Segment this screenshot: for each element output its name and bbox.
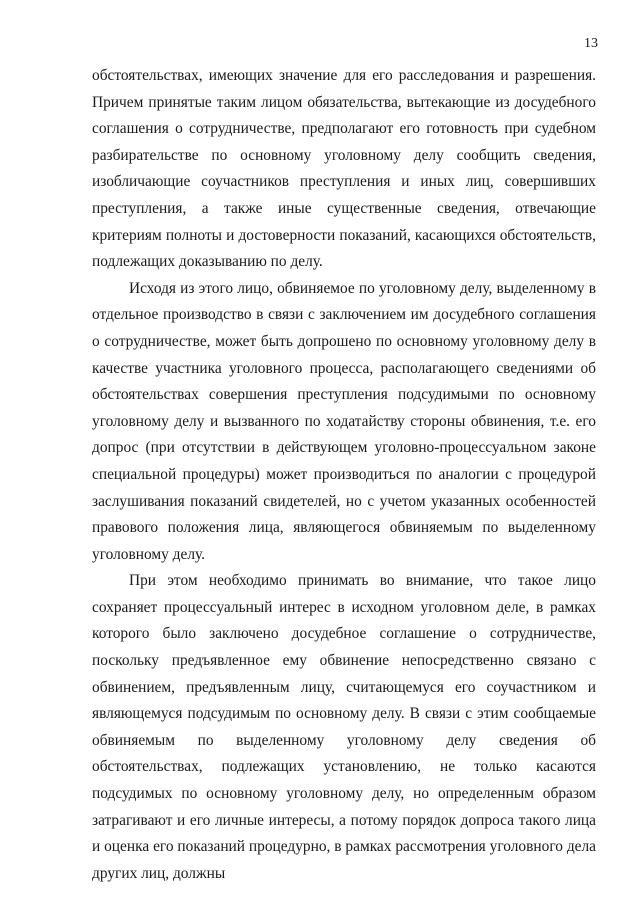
paragraph-continuation: обстоятельствах, имеющих значение для его расследования и разрешения. Причем принятые таким лицом обязательства, вытекающие из досудебного соглашения о сотрудничестве, предполагают его готовность при судебном разбирательстве по основному уголовному делу сообщить сведения, изобличающие соучастников преступления и иных лиц, совершивших преступления, а также иные существенные сведения, отвечающие критериям полноты и достоверности показаний, касающихся обстоятельств, подлежащих доказыванию по делу. [92, 67, 596, 271]
paragraph-witness-questioning: Исходя из этого лицо, обвиняемое по уголовному делу, выделенному в отдельное производство в связи с заключением им досудебного соглашения о сотрудничестве, может быть допрошено по основному уголовному делу в качестве участника уголовного процесса, располагающего сведениями об обстоятельствах совершения преступления подсудимыми по основному уголовному делу и вызванного по ходатайству стороны обвинения, т.е. его допрос (при отсутствии в действующем уголовно-процессуальном законе специальной процедуры) может производиться по аналогии с процедурой заслушивания показаний свидетелей, но с учетом указанных особенностей правового положения лица, являющегося обвиняемым по выделенному уголовному делу. [92, 279, 596, 563]
paragraph-procedural-interest: При этом необходимо принимать во внимание, что такое лицо сохраняет процессуальный интерес в исходном уголовном деле, в рамках которого было заключено досудебное соглашение о сотрудничестве, поскольку предъявленное ему обвинение непосредственно связано с обвинением, предъявленным лицу, считающемуся его соучастником и являющемуся подсудимым по основному делу. В связи с этим сообщаемые обвиняемым по выделенному уголовному делу сведения об обстоятельствах, подлежащих установлению, не только касаются подсудимых по основному уголовному делу, но определенным образом затрагивают и его личные интересы, а потому порядок допроса такого лица и оценка его показаний процедурно, в рамках рассмотрения уголовного дела других лиц, должны [92, 572, 596, 882]
document-text [92, 63, 596, 887]
page-number: 13 [584, 36, 598, 51]
